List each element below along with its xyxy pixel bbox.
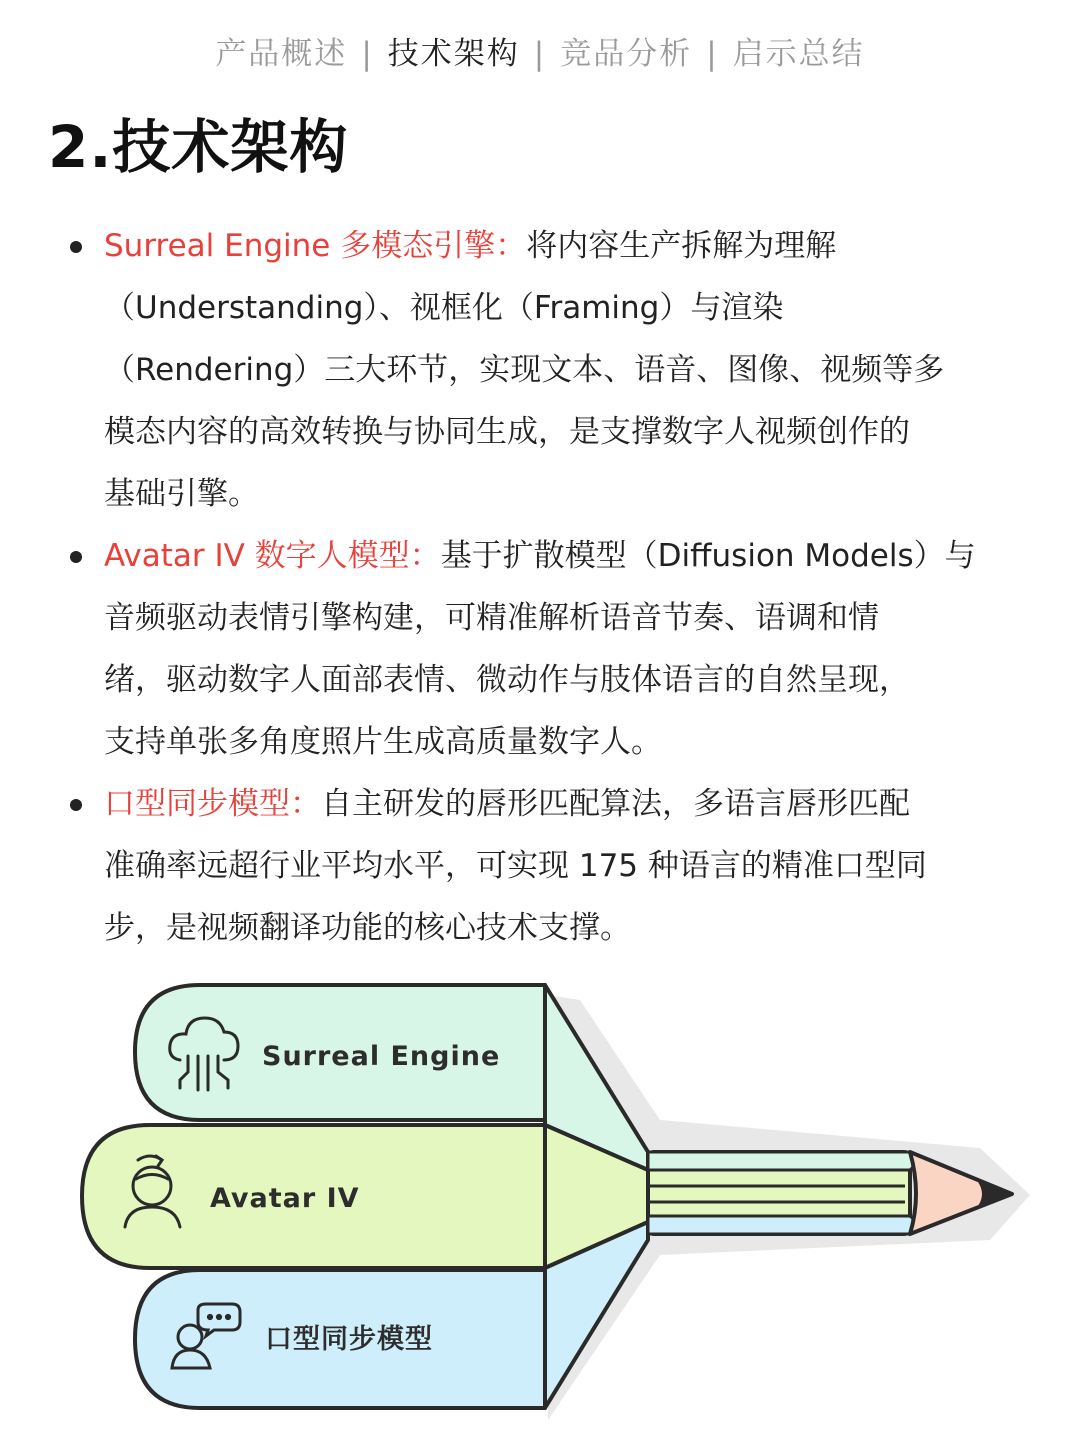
nav-item-overview[interactable]: 产品概述 — [215, 36, 348, 72]
bullet-text: 步，是视频翻译功能的核心技术支撑。 — [104, 910, 631, 946]
bullet-text: 自主研发的唇形匹配算法，多语言唇形匹配 — [321, 786, 910, 822]
bullet-text: （Understanding）、视框化（Framing）与渲染 — [104, 290, 784, 326]
bullet-text: 基础引擎。 — [104, 476, 259, 512]
bullet-avatar-iv — [0, 525, 1080, 773]
nav-item-summary[interactable]: 启示总结 — [732, 36, 865, 72]
nav-item-competitors[interactable]: 竞品分析 — [560, 36, 693, 72]
bullet-text: 绪，驱动数字人面部表情、微动作与肢体语言的自然呈现， — [104, 662, 910, 698]
bullet-surreal-engine — [0, 215, 1080, 525]
bullet-dot — [70, 551, 82, 563]
bullet-dot — [70, 799, 82, 811]
bullet-text: 准确率远超行业平均水平，可实现 175 种语言的精准口型同 — [104, 848, 927, 884]
nav-separator: | — [533, 36, 547, 72]
bullet-list — [0, 215, 1080, 959]
bullet-lead: Avatar IV 数字人模型： — [104, 538, 441, 574]
bullet-text: 将内容生产拆解为理解 — [526, 228, 837, 264]
bullet-text: 基于扩散模型（Diffusion Models）与 — [440, 538, 976, 574]
pencil-diagram-svg — [0, 960, 1080, 1430]
pencil-stripe-top — [648, 1152, 916, 1170]
bullet-dot — [70, 241, 82, 253]
top-navigation — [0, 28, 1080, 73]
pencil-stripe-bottom — [648, 1216, 916, 1234]
page-title: 2.技术架构 — [48, 113, 349, 181]
bullet-lead: 口型同步模型： — [104, 786, 321, 822]
bullet-text: 音频驱动表情引擎构建，可精准解析语音节奏、语调和情 — [104, 600, 879, 636]
nav-separator: | — [361, 36, 374, 72]
bullet-text: 支持单张多角度照片生成高质量数字人。 — [104, 724, 662, 760]
label-surreal-engine: Surreal Engine — [262, 1041, 501, 1072]
bullet-text: 模态内容的高效转换与协同生成，是支撑数字人视频创作的 — [104, 414, 910, 450]
nav-item-architecture[interactable]: 技术架构 — [387, 36, 520, 72]
bullet-text: （Rendering）三大环节，实现文本、语音、图像、视频等多 — [104, 352, 945, 388]
nav-separator: | — [706, 36, 719, 72]
label-lip-sync-model: 口型同步模型 — [265, 1324, 433, 1355]
bullet-lip-sync — [0, 773, 1080, 959]
label-avatar-iv: Avatar IV — [210, 1183, 360, 1214]
bullet-lead: Surreal Engine 多模态引擎： — [104, 228, 527, 264]
pencil-diagram — [0, 960, 1080, 1430]
